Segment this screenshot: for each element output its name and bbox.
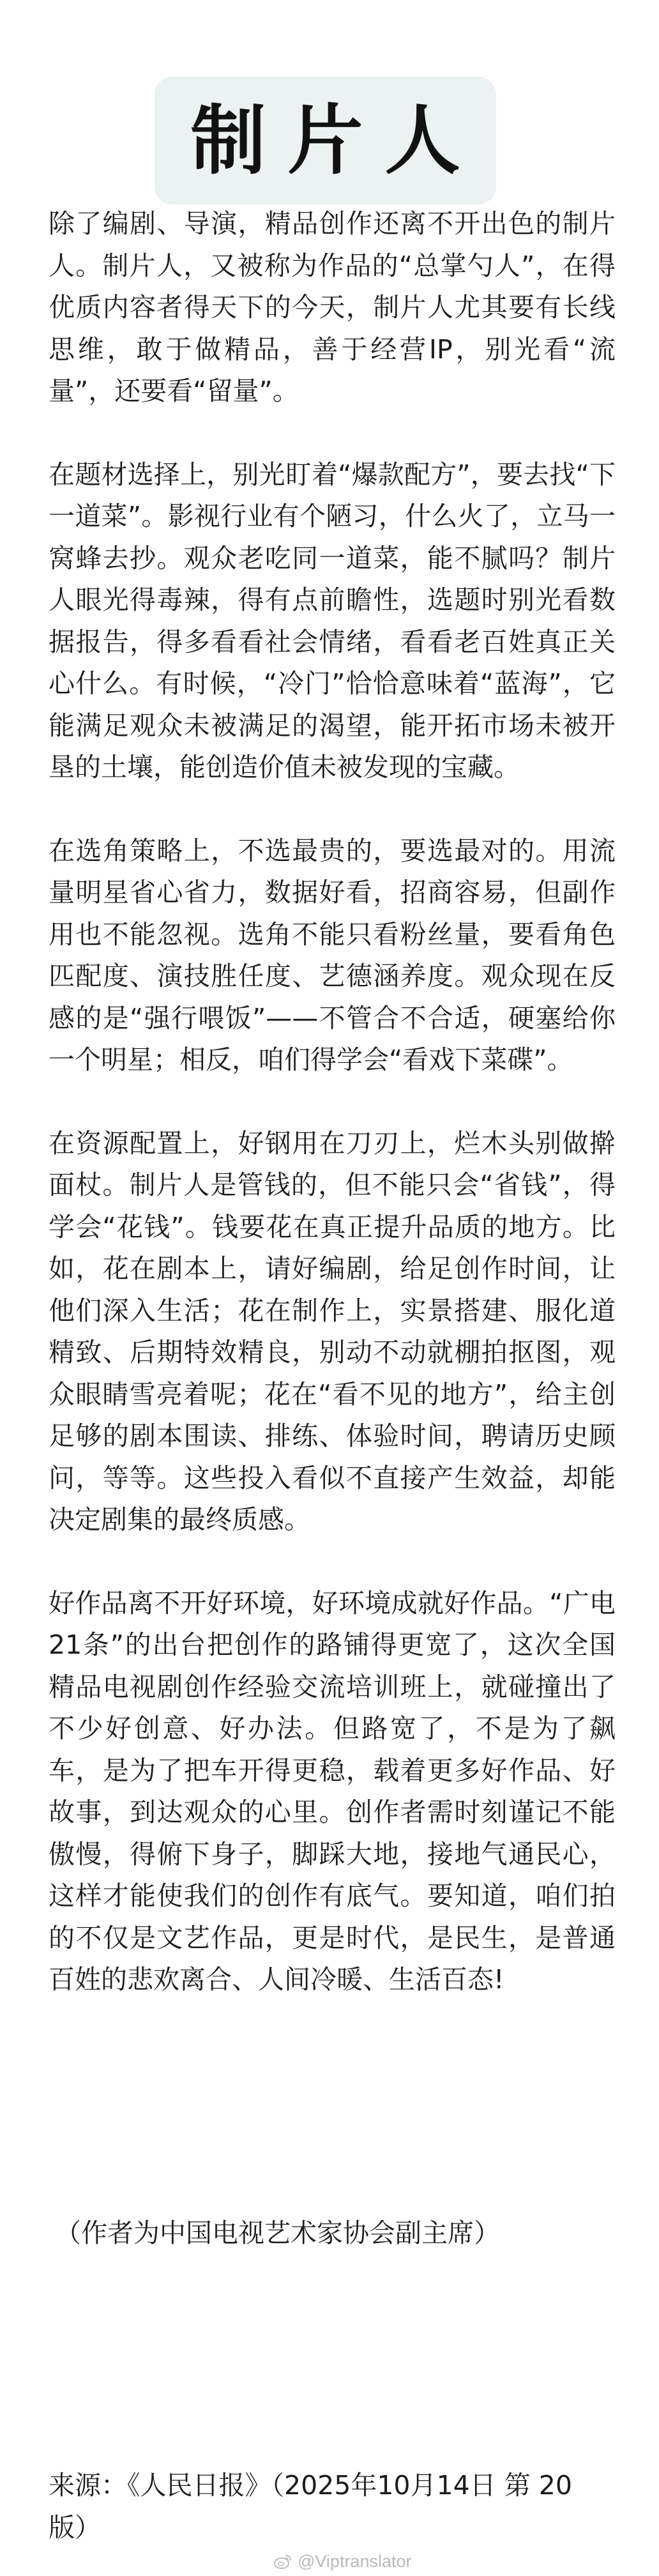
source-line: 来源：《人民日报》（2025年10月14日 第 20版） (49, 2470, 572, 2543)
title-banner (155, 77, 496, 204)
weibo-icon (273, 2552, 292, 2571)
watermark-text: @Viptranslator (298, 2551, 412, 2571)
paragraph-environment: 好作品离不开好环境，好环境成就好作品。“广电21条”的出台把创作的路铺得更宽了，这次全国精品电视剧创作经验交流培训班上，就碰撞出了不少好创意、好办法。但路宽了，不是为了飙车，是为了把车开得更稳，载着更多好作品、好故事，到达观众的心里。创作者需时刻谨记不能傲慢，得俯下身子，脚踩大地，接地气通民心，这样才能使我们的创作有底气。要知道，咱们拍的不仅是文艺作品，更是时代，是民生，是普通百姓的悲欢离合、人间冷暖、生活百态! (49, 1587, 616, 1995)
author-note: （作者为中国电视艺术家协会副主席） (55, 2218, 500, 2248)
page-title: 制片人 (190, 96, 482, 185)
paragraph-topic-selection: 在题材选择上，别光盯着“爆款配方”，要去找“下一道菜”。影视行业有个陋习，什么火了，立马一窝蜂去抄。观众老吃同一道菜，能不腻吗？制片人眼光得毒辣，得有点前瞻性，选题时别光看数据报告，得多看看社会情绪，看看老百姓真正关心什么。有时候，“冷门”恰恰意味着“蓝海”，它能满足观众未被满足的渴望，能开拓市场未被开垦的土壤，能创造价值未被发现的宝藏。 (49, 459, 616, 782)
paragraph-intro: 除了编剧、导演，精品创作还离不开出色的制片人。制片人，又被称为作品的“总掌勺人”，在得优质内容者得天下的今天，制片人尤其要有长线思维，敢于做精品，善于经营IP，别光看“流量”，还要看“留量”。 (49, 208, 616, 406)
paragraph-casting: 在选角策略上，不选最贵的，要选最对的。用流量明星省心省力，数据好看，招商容易，但副作用也不能忽视。选角不能只看粉丝量，要看角色匹配度、演技胜任度、艺德涵养度。观众现在反感的是“强行喂饭”——不管合不合适，硬塞给你一个明星；相反，咱们得学会“看戏下菜碟”。 (49, 835, 616, 1075)
article-body (49, 203, 616, 2043)
paragraph-resources: 在资源配置上，好钢用在刀刃上，烂木头别做擀面杖。制片人是管钱的，但不能只会“省钱”，得学会“花钱”。钱要花在真正提升品质的地方。比如，花在剧本上，请好编剧，给足创作时间，让他们深入生活；花在制作上，实景搭建、服化道精致、后期特效精良，别动不动就棚拍抠图，观众眼睛雪亮着呢；花在“看不见的地方”，给主创足够的剧本围读、排练、体验时间，聘请历史顾问，等等。这些投入看似不直接产生效益，却能决定剧集的最终质感。 (49, 1127, 616, 1535)
watermark (273, 2549, 412, 2574)
